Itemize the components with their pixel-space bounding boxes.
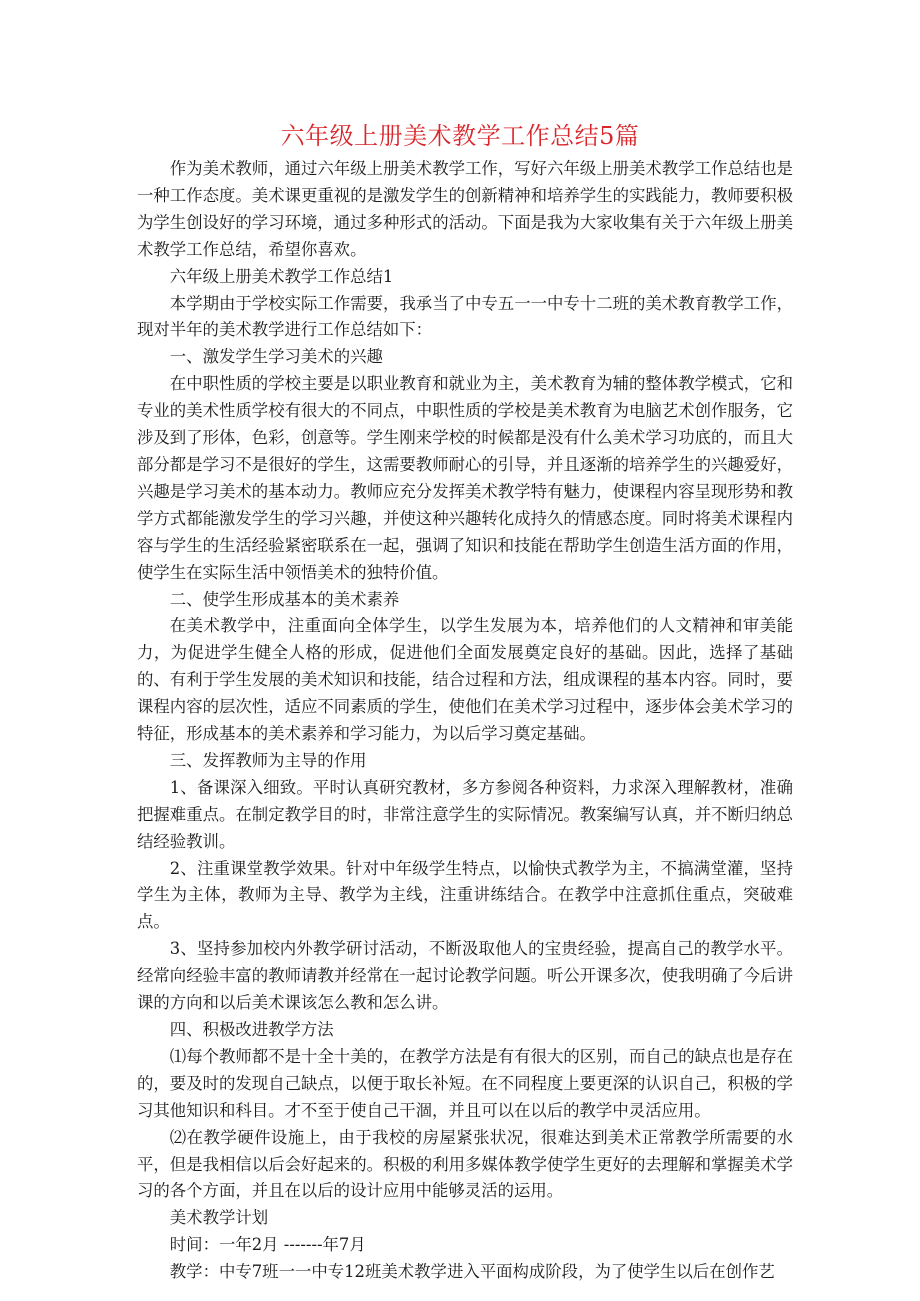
section-heading: 一、激发学生学习美术的兴趣 — [169, 347, 383, 367]
body-paragraph: 本学期由于学校实际工作需要，我承当了中专五一一中专十二班的美术教育教学工作，现对半年的美术教学进行工作总结如下： — [137, 293, 793, 340]
body-paragraph: ⑴每个教师都不是十全十美的，在教学方法是有有很大的区别，而自己的缺点也是存在的，要及时的发现自己缺点，以便于取长补短。在不同程度上要更深的认识自己，积极的学习其他知识和科目。才不至于使自己干涸，并且可以在以后的教学中灵活应用。 — [137, 1046, 793, 1120]
body-paragraph: 教学：中专7班一一中专12班美术教学进入平面构成阶段，为了使学生以后在创作艺 — [169, 1262, 775, 1282]
section-heading: 二、使学生形成基本的美术素养 — [169, 589, 400, 609]
document-body — [137, 156, 793, 1286]
intro-paragraph: 作为美术教师，通过六年级上册美术教学工作，写好六年级上册美术教学工作总结也是一种工作态度。美术课更重视的是激发学生的创新精神和培养学生的实践能力，教师要积极为学生创设好的学习环境，通过多种形式的活动。下面是我为大家收集有关于六年级上册美术教学工作总结，希望你喜欢。 — [137, 159, 793, 259]
plan-time: 时间：一年2月 -------年7月 — [169, 1235, 366, 1255]
body-paragraph: 2、注重课堂教学效果。针对中年级学生特点，以愉快式教学为主，不搞满堂灌，坚持学生为主体，教师为主导、教学为主线，注重讲练结合。在教学中注意抓住重点，突破难点。 — [137, 858, 793, 932]
plan-heading: 美术教学计划 — [169, 1208, 269, 1228]
document-title: 六年级上册美术教学工作总结5篇 — [280, 122, 640, 150]
body-paragraph: 1、备课深入细致。平时认真研究教材，多方参阅各种资料，力求深入理解教材，准确把握难重点。在制定教学目的时，非常注意学生的实际情况。教案编写认真，并不断归纳总结经验教训。 — [137, 777, 793, 851]
body-paragraph: ⑵在教学硬件设施上，由于我校的房屋紧张状况，很难达到美术正常教学所需要的水平，但是我相信以后会好起来的。积极的利用多媒体教学使学生更好的去理解和掌握美术学习的各个方面，并且在以后的设计应用中能够灵活的运用。 — [137, 1127, 793, 1201]
section-heading: 四、积极改进教学方法 — [169, 1020, 334, 1039]
section-heading: 三、发挥教师为主导的作用 — [169, 750, 367, 770]
body-paragraph: 在中职性质的学校主要是以职业教育和就业为主，美术教育为辅的整体教学模式，它和专业的美术性质学校有很大的不同点，中职性质的学校是美术教育为电脑艺术创作服务，它涉及到了形体，色彩，创意等。学生刚来学校的时候都是没有什么美术学习功底的，而且大部分都是学习不是很好的学生，这需要教师耐心的引导，并且逐渐的培养学生的兴趣爱好，兴趣是学习美术的基本动力。教师应充分发挥美术教学特有魅力，使课程内容呈现形势和教学方式都能激发学生的学习兴趣，并使这种兴趣转化成持久的情感态度。同时将美术课程内容与学生的生活经验紧密联系在一起，强调了知识和技能在帮助学生创造生活方面的作用，使学生在实际生活中领悟美术的独特价值。 — [137, 374, 793, 582]
body-paragraph: 3、坚持参加校内外教学研讨活动，不断汲取他人的宝贵经验，提高自己的教学水平。经常向经验丰富的教师请教并经常在一起讨论教学问题。听公开课多次，使我明确了今后讲课的方向和以后美术课该怎么教和怎么讲。 — [137, 939, 793, 1013]
summary-heading: 六年级上册美术教学工作总结1 — [169, 266, 394, 286]
body-paragraph: 在美术教学中，注重面向全体学生，以学生发展为本，培养他们的人文精神和审美能力，为促进学生健全人格的形成，促进他们全面发展奠定良好的基础。因此，选择了基础的、有利于学生发展的美术知识和技能，结合过程和方法，组成课程的基本内容。同时，要课程内容的层次性，适应不同素质的学生，使他们在美术学习过程中，逐步体会美术学习的特征，形成基本的美术素养和学习能力，为以后学习奠定基础。 — [137, 616, 793, 744]
